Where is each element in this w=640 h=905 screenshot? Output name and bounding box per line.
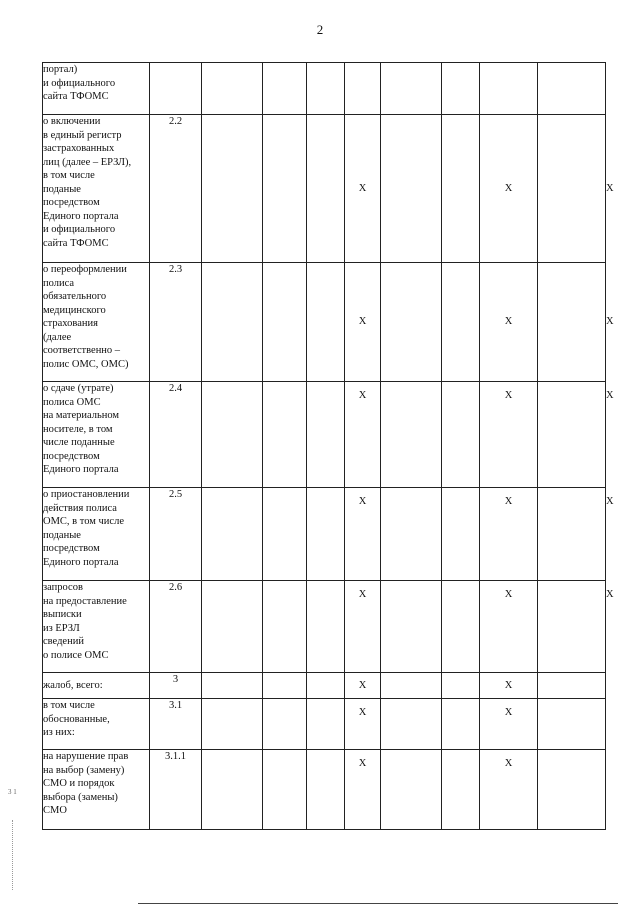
x-mark-cell: X xyxy=(345,488,381,581)
x-mark-cell: X xyxy=(480,673,538,699)
margin-note: 3 1 xyxy=(8,788,17,796)
cell xyxy=(263,63,307,115)
table-row: о приостановлении действия полиса ОМС, в том числе поданые посредством Единого портала 2.5 X X X xyxy=(43,488,606,581)
cell xyxy=(538,750,606,830)
x-mark-cell: X xyxy=(480,699,538,750)
report-table xyxy=(42,62,614,830)
x-mark-cell: X xyxy=(480,263,538,382)
cell xyxy=(263,115,307,263)
cell xyxy=(442,263,480,382)
cell xyxy=(202,699,263,750)
cell xyxy=(381,673,442,699)
cell xyxy=(307,673,345,699)
table-row xyxy=(43,63,606,115)
row-description: в том числе обоснованные, из них: xyxy=(43,699,150,750)
cell xyxy=(263,673,307,699)
cell xyxy=(202,263,263,382)
x-mark-cell: X xyxy=(345,699,381,750)
cell xyxy=(538,673,606,699)
cell xyxy=(538,63,606,115)
x-mark-cell: X xyxy=(480,115,538,263)
cell xyxy=(538,581,606,673)
x-mark-cell: X xyxy=(345,382,381,488)
x-mark-cell: X xyxy=(480,488,538,581)
cell xyxy=(307,382,345,488)
row-description: жалоб, всего: xyxy=(43,673,150,699)
row-description: о включении в единый регистр застрахованных лиц (далее – ЕРЗЛ), в том числе поданые посредством Единого портала и официального сайта ТФОМС xyxy=(43,115,150,263)
x-mark-cell: X xyxy=(345,750,381,830)
cell xyxy=(442,750,480,830)
x-mark-cell: X xyxy=(345,263,381,382)
cell xyxy=(202,382,263,488)
row-description: запросов на предоставление выписки из ЕРЗЛ сведений о полисе ОМС xyxy=(43,581,150,673)
cell xyxy=(480,63,538,115)
table-row: о включении в единый регистр застрахованных лиц (далее – ЕРЗЛ), в том числе поданые посредством Единого портала и официального сайта ТФОМС 2.2 X X X xyxy=(43,115,606,263)
cell xyxy=(381,488,442,581)
row-number: 2.3 xyxy=(150,263,202,382)
row-number: 3.1.1 xyxy=(150,750,202,830)
x-mark-cell: X xyxy=(480,382,538,488)
cell xyxy=(381,581,442,673)
cell xyxy=(307,115,345,263)
table-row xyxy=(43,699,606,750)
row-number: 2.2 xyxy=(150,115,202,263)
cell xyxy=(538,115,606,263)
cell xyxy=(263,581,307,673)
cell xyxy=(307,488,345,581)
row-number: 2.4 xyxy=(150,382,202,488)
cell xyxy=(202,673,263,699)
table-row: о сдаче (утрате) полиса ОМС на материальном носителе, в том числе поданные посредством Единого портала 2.4 X X X xyxy=(43,382,606,488)
row-description: на нарушение прав на выбор (замену) СМО и порядок выбора (замены) СМО xyxy=(43,750,150,830)
row-description: о приостановлении действия полиса ОМС, в том числе поданые посредством Единого портала xyxy=(43,488,150,581)
cell xyxy=(381,263,442,382)
cell xyxy=(381,382,442,488)
row-description: о сдаче (утрате) полиса ОМС на материальном носителе, в том числе поданные посредством Единого портала xyxy=(43,382,150,488)
x-mark-cell: X xyxy=(345,115,381,263)
row-number: 2.5 xyxy=(150,488,202,581)
row-number: 3.1 xyxy=(150,699,202,750)
cell xyxy=(442,115,480,263)
cell xyxy=(381,699,442,750)
cell xyxy=(263,263,307,382)
cell xyxy=(263,750,307,830)
cell xyxy=(442,699,480,750)
scan-edge-line xyxy=(138,903,618,904)
cell xyxy=(263,488,307,581)
cell xyxy=(345,63,381,115)
table-row: о переоформлении полиса обязательного медицинского страхования (далее соответственно – полис ОМС, ОМС) 2.3 X X X xyxy=(43,263,606,382)
cell xyxy=(538,699,606,750)
cell xyxy=(442,63,480,115)
x-mark-cell: X xyxy=(480,581,538,673)
cell xyxy=(263,382,307,488)
row-description: о переоформлении полиса обязательного медицинского страхования (далее соответственно – полис ОМС, ОМС) xyxy=(43,263,150,382)
row-number xyxy=(150,63,202,115)
cell xyxy=(307,63,345,115)
cell xyxy=(538,382,606,488)
cell xyxy=(202,488,263,581)
scan-artifact xyxy=(12,820,15,890)
cell xyxy=(538,488,606,581)
x-mark-cell: X xyxy=(345,673,381,699)
cell xyxy=(538,263,606,382)
cell xyxy=(202,63,263,115)
table-row xyxy=(43,673,606,699)
page-number: 2 xyxy=(316,22,324,37)
table-row xyxy=(43,750,606,830)
table-row: запросов на предоставление выписки из ЕРЗЛ сведений о полисе ОМС 2.6 X X X xyxy=(43,581,606,673)
cell xyxy=(442,488,480,581)
row-number: 2.6 xyxy=(150,581,202,673)
cell xyxy=(307,750,345,830)
cell xyxy=(202,115,263,263)
cell xyxy=(381,115,442,263)
cell xyxy=(307,263,345,382)
row-description: портал) и официального сайта ТФОМС xyxy=(43,63,150,115)
cell xyxy=(442,382,480,488)
x-mark-cell: X xyxy=(480,750,538,830)
cell xyxy=(307,581,345,673)
cell xyxy=(307,699,345,750)
cell xyxy=(263,699,307,750)
cell xyxy=(442,581,480,673)
cell xyxy=(202,750,263,830)
cell xyxy=(442,673,480,699)
row-number: 3 xyxy=(150,673,202,699)
x-mark-cell: X xyxy=(345,581,381,673)
cell xyxy=(381,63,442,115)
cell xyxy=(381,750,442,830)
cell xyxy=(202,581,263,673)
